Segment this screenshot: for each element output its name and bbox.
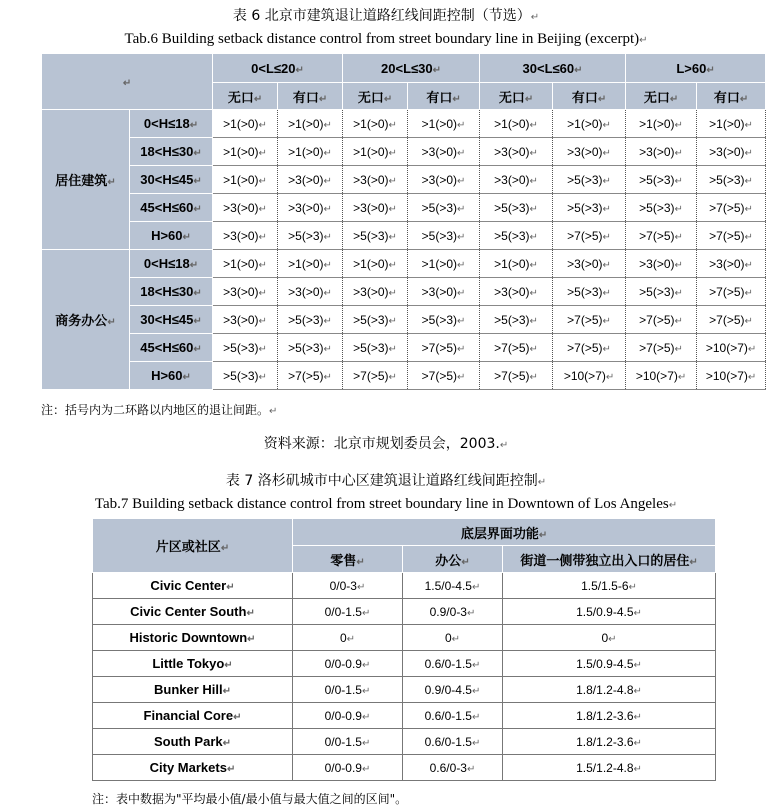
setback-cell: 0/0-0.9↵ — [293, 703, 403, 729]
corner-cell: ↵ — [42, 54, 213, 110]
setback-cell: >7(>5)↵ — [697, 278, 766, 306]
setback-cell: >7(>5)↵ — [278, 362, 343, 390]
setback-cell: 0/0-3↵ — [293, 573, 403, 599]
height-range-label: 45<H≤60↵ — [130, 334, 213, 362]
setback-cell: >3(>0)↵ — [213, 278, 278, 306]
table6-title-en: Tab.6 Building setback distance control from street boundary line in Beijing (excerpt)↵ — [124, 31, 648, 47]
table-row — [42, 138, 766, 166]
setback-cell: 1.8/1.2-3.6↵ — [503, 729, 716, 755]
district-name: Civic Center↵ — [93, 573, 293, 599]
table-row — [42, 222, 766, 250]
setback-cell: >1(>0)↵ — [278, 250, 343, 278]
setback-cell: 1.5/0.9-4.5↵ — [503, 599, 716, 625]
table-row — [93, 729, 716, 755]
setback-cell: 0.9/0-4.5↵ — [403, 677, 503, 703]
setback-cell: >5(>3)↵ — [278, 334, 343, 362]
function-column-header: 零售↵ — [293, 546, 403, 573]
table-row — [42, 278, 766, 306]
setback-cell: >5(>3)↵ — [343, 222, 408, 250]
setback-cell: >7(>5)↵ — [480, 362, 553, 390]
setback-cell: >3(>0)↵ — [480, 166, 553, 194]
setback-cell: >5(>3)↵ — [408, 306, 480, 334]
setback-cell: 0↵ — [293, 625, 403, 651]
table-row — [42, 334, 766, 362]
no-opening-header: 无口↵ — [343, 83, 408, 110]
setback-cell: 1.8/1.2-3.6↵ — [503, 703, 716, 729]
setback-cell: >3(>0)↵ — [626, 250, 697, 278]
setback-cell: >1(>0)↵ — [343, 250, 408, 278]
setback-cell: >5(>3)↵ — [278, 222, 343, 250]
table-row — [93, 625, 716, 651]
table-row — [93, 755, 716, 781]
setback-cell: >7(>5)↵ — [697, 306, 766, 334]
table-row — [93, 703, 716, 729]
l-range-header: 0<L≤20↵ — [213, 54, 343, 83]
table-row — [42, 110, 766, 138]
district-name: Little Tokyo↵ — [93, 651, 293, 677]
table-row — [93, 573, 716, 599]
height-range-label: 0<H≤18↵ — [130, 110, 213, 138]
l-range-header: 30<L≤60↵ — [480, 54, 626, 83]
height-range-label: H>60↵ — [130, 362, 213, 390]
table7-note: 注：表中数据为"平均最小值/最小值与最大值之间的区间"。 — [92, 792, 408, 806]
setback-cell: >5(>3)↵ — [213, 362, 278, 390]
table6-source: 资料来源：北京市规划委员会，2003.↵ — [263, 436, 509, 452]
setback-cell: >1(>0)↵ — [480, 250, 553, 278]
setback-cell: >3(>0)↵ — [343, 166, 408, 194]
setback-cell: >3(>0)↵ — [553, 250, 626, 278]
height-range-label: 30<H≤45↵ — [130, 306, 213, 334]
height-range-label: 0<H≤18↵ — [130, 250, 213, 278]
district-name: Bunker Hill↵ — [93, 677, 293, 703]
setback-cell: >3(>0)↵ — [480, 138, 553, 166]
district-name: South Park↵ — [93, 729, 293, 755]
setback-cell: >1(>0)↵ — [213, 138, 278, 166]
setback-cell: >5(>3)↵ — [697, 166, 766, 194]
setback-cell: >5(>3)↵ — [408, 194, 480, 222]
setback-cell: >3(>0)↵ — [278, 166, 343, 194]
table7-title-en: Tab.7 Building setback distance control from street boundary line in Downtown of Los Angeles↵ — [94, 496, 678, 512]
setback-cell: >1(>0)↵ — [213, 250, 278, 278]
setback-cell: 0.6/0-1.5↵ — [403, 651, 503, 677]
setback-cell: >1(>0)↵ — [480, 110, 553, 138]
setback-cell: >1(>0)↵ — [626, 110, 697, 138]
setback-cell: >1(>0)↵ — [278, 138, 343, 166]
setback-cell: >1(>0)↵ — [408, 110, 480, 138]
setback-cell: 1.5/0-4.5↵ — [403, 573, 503, 599]
setback-cell: >3(>0)↵ — [343, 278, 408, 306]
setback-cell: >3(>0)↵ — [553, 138, 626, 166]
district-name: Civic Center South↵ — [93, 599, 293, 625]
no-opening-header: 无口↵ — [480, 83, 553, 110]
setback-cell: >5(>3)↵ — [626, 194, 697, 222]
setback-cell: >5(>3)↵ — [343, 334, 408, 362]
function-column-header: 街道一侧带独立出入口的居住↵ — [503, 546, 716, 573]
setback-cell: >5(>3)↵ — [553, 166, 626, 194]
table-row — [42, 362, 766, 390]
setback-cell: >7(>5)↵ — [626, 306, 697, 334]
setback-cell: >7(>5)↵ — [697, 222, 766, 250]
table-row — [42, 194, 766, 222]
table-header-row — [42, 54, 766, 83]
setback-cell: >5(>3)↵ — [480, 306, 553, 334]
table-header-row — [93, 519, 716, 546]
setback-cell: >5(>3)↵ — [553, 194, 626, 222]
setback-cell: >3(>0)↵ — [408, 138, 480, 166]
setback-cell: 0↵ — [403, 625, 503, 651]
setback-cell: 0.6/0-3↵ — [403, 755, 503, 781]
with-opening-header: 有口↵ — [408, 83, 480, 110]
setback-cell: >1(>0)↵ — [278, 110, 343, 138]
setback-cell: >7(>5)↵ — [408, 362, 480, 390]
setback-cell: 1.5/1.5-6↵ — [503, 573, 716, 599]
l-range-header: L>60↵ — [626, 54, 766, 83]
building-type-label: 居住建筑↵ — [42, 110, 130, 250]
beijing-setback-table — [41, 53, 766, 390]
table-row — [42, 250, 766, 278]
setback-cell: 0↵ — [503, 625, 716, 651]
table-row — [42, 306, 766, 334]
setback-cell: 0/0-1.5↵ — [293, 599, 403, 625]
setback-cell: >7(>5)↵ — [626, 222, 697, 250]
setback-cell: >7(>5)↵ — [343, 362, 408, 390]
setback-cell: >1(>0)↵ — [697, 110, 766, 138]
setback-cell: 0/0-1.5↵ — [293, 729, 403, 755]
height-range-label: 45<H≤60↵ — [130, 194, 213, 222]
table-row — [93, 677, 716, 703]
setback-cell: >1(>0)↵ — [343, 110, 408, 138]
district-name: City Markets↵ — [93, 755, 293, 781]
setback-cell: >10(>7)↵ — [626, 362, 697, 390]
district-name: Financial Core↵ — [93, 703, 293, 729]
table-row — [42, 166, 766, 194]
setback-cell: >3(>0)↵ — [343, 194, 408, 222]
setback-cell: 0.6/0-1.5↵ — [403, 729, 503, 755]
setback-cell: >3(>0)↵ — [278, 194, 343, 222]
setback-cell: >3(>0)↵ — [626, 138, 697, 166]
setback-cell: >5(>3)↵ — [626, 166, 697, 194]
setback-cell: 0/0-1.5↵ — [293, 677, 403, 703]
setback-cell: 1.5/1.2-4.8↵ — [503, 755, 716, 781]
setback-cell: >5(>3)↵ — [213, 334, 278, 362]
setback-cell: >1(>0)↵ — [408, 250, 480, 278]
no-opening-header: 无口↵ — [213, 83, 278, 110]
setback-cell: >7(>5)↵ — [408, 334, 480, 362]
setback-cell: >10(>7)↵ — [697, 362, 766, 390]
with-opening-header: 有口↵ — [553, 83, 626, 110]
with-opening-header: 有口↵ — [278, 83, 343, 110]
setback-cell: 1.5/0.9-4.5↵ — [503, 651, 716, 677]
setback-cell: >3(>0)↵ — [213, 222, 278, 250]
setback-cell: >3(>0)↵ — [480, 278, 553, 306]
district-header: 片区或社区↵ — [93, 519, 293, 573]
table6-title-cn: 表 6 北京市建筑退让道路红线间距控制（节选）↵ — [232, 8, 540, 24]
setback-cell: >5(>3)↵ — [408, 222, 480, 250]
setback-cell: >7(>5)↵ — [553, 334, 626, 362]
setback-cell: >7(>5)↵ — [626, 334, 697, 362]
setback-cell: >5(>3)↵ — [626, 278, 697, 306]
setback-cell: >3(>0)↵ — [408, 166, 480, 194]
setback-cell: >5(>3)↵ — [278, 306, 343, 334]
building-type-label: 商务办公↵ — [42, 250, 130, 390]
setback-cell: >3(>0)↵ — [213, 306, 278, 334]
setback-cell: 0/0-0.9↵ — [293, 755, 403, 781]
setback-cell: >5(>3)↵ — [553, 278, 626, 306]
setback-cell: 0.6/0-1.5↵ — [403, 703, 503, 729]
setback-cell: >7(>5)↵ — [480, 334, 553, 362]
function-column-header: 办公↵ — [403, 546, 503, 573]
setback-cell: >5(>3)↵ — [480, 222, 553, 250]
setback-cell: >1(>0)↵ — [213, 166, 278, 194]
setback-cell: >10(>7)↵ — [697, 334, 766, 362]
setback-cell: >3(>0)↵ — [278, 278, 343, 306]
setback-cell: >7(>5)↵ — [553, 306, 626, 334]
setback-cell: >7(>5)↵ — [697, 194, 766, 222]
setback-cell: >1(>0)↵ — [343, 138, 408, 166]
los-angeles-setback-table — [92, 518, 716, 781]
no-opening-header: 无口↵ — [626, 83, 697, 110]
height-range-label: 30<H≤45↵ — [130, 166, 213, 194]
table6-note: 注：括号内为二环路以内地区的退让间距。↵ — [41, 403, 278, 417]
setback-cell: >3(>0)↵ — [697, 138, 766, 166]
setback-cell: 0/0-0.9↵ — [293, 651, 403, 677]
height-range-label: 18<H≤30↵ — [130, 138, 213, 166]
setback-cell: 1.8/1.2-4.8↵ — [503, 677, 716, 703]
table-row — [93, 651, 716, 677]
setback-cell: >10(>7)↵ — [553, 362, 626, 390]
setback-cell: >1(>0)↵ — [213, 110, 278, 138]
district-name: Historic Downtown↵ — [93, 625, 293, 651]
l-range-header: 20<L≤30↵ — [343, 54, 480, 83]
setback-cell: >1(>0)↵ — [553, 110, 626, 138]
setback-cell: >3(>0)↵ — [697, 250, 766, 278]
with-opening-header: 有口↵ — [697, 83, 766, 110]
height-range-label: H>60↵ — [130, 222, 213, 250]
table-row — [93, 599, 716, 625]
setback-cell: >3(>0)↵ — [213, 194, 278, 222]
table7-title-cn: 表 7 洛杉矶城市中心区建筑退让道路红线间距控制↵ — [225, 473, 547, 489]
setback-cell: >3(>0)↵ — [408, 278, 480, 306]
setback-cell: >5(>3)↵ — [480, 194, 553, 222]
setback-cell: >5(>3)↵ — [343, 306, 408, 334]
function-header: 底层界面功能↵ — [293, 519, 716, 546]
height-range-label: 18<H≤30↵ — [130, 278, 213, 306]
setback-cell: 0.9/0-3↵ — [403, 599, 503, 625]
setback-cell: >7(>5)↵ — [553, 222, 626, 250]
